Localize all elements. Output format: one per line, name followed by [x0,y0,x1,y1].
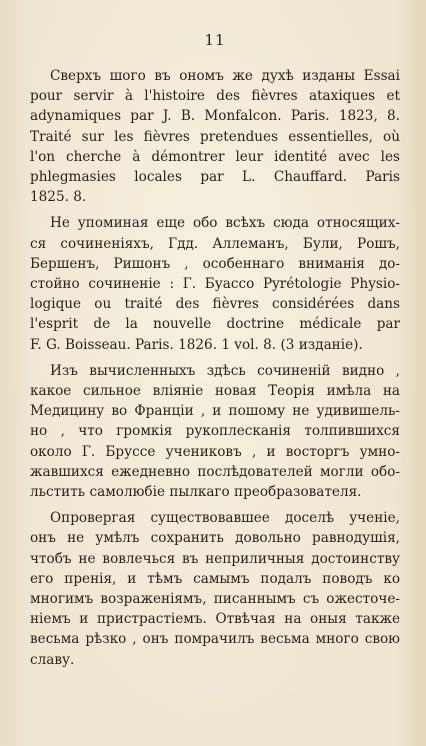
influence-paragraph [30,361,400,502]
text-line: Traité sur les fièvres pretendues essentielles, où [30,128,400,145]
text-line: F. G. Boisseau. Paris. 1826. 1 vol. 8. (3 изданіе). [30,336,363,353]
text-line: l'on cherche à démontrer leur identité avec les [30,148,400,165]
text-line: Изъ вычисленныхъ здѣсь сочиненій видно , [50,362,400,379]
text-line: Сверхъ шого въ ономъ же духѣ изданы Essai [50,68,400,84]
text-line: 1825. 8. [30,189,87,206]
text-line: его пренія, и тѣмъ самымъ подалъ поводъ ко [30,570,400,587]
page-body-text [30,66,400,670]
text-line: phlegmasies locales par L. Chauffard. Paris [30,169,400,186]
text-line: весьма рѣзко , онъ помрачилъ весьма много свою [30,631,400,648]
text-line: pour servir à l'histoire des fièvres ataxiques et [30,88,400,105]
text-line: славу. [30,651,75,668]
text-line: ніемъ и пристрастіемъ. Отвѣчая на оныя также [30,611,400,628]
refutation-paragraph [30,508,400,670]
text-line: стойно сочиненіе : Г. Буассо Pyrétologie Physio- [30,276,400,293]
text-line: какое сильное вліяніе новая Теорія имѣла на [30,383,400,400]
text-line: жавшихся ежедневно послѣдователей могли обо- [30,463,400,480]
essai-paragraph [30,66,400,207]
text-line: многимъ возраженіямъ, писаннымъ съ ожесточе- [30,591,400,608]
text-line: льстить самолюбіе пылкаго преобразователя. [30,484,362,501]
text-line: онъ не умѣлъ сохранить довольно равнодушія, [30,530,400,547]
text-line: Медицину во Франціи , и пошому не удивишель- [30,403,400,420]
page-number: 11 [204,31,226,49]
text-line: ся сочиненіяхъ, Гдд. Аллеманъ, Були, Рошъ, [30,235,400,252]
text-line: но , что громкія рукоплесканія толпившихся [30,423,400,440]
works-list-paragraph [30,213,400,354]
text-line: чтобъ не вовлечься въ неприличныя достоинству [30,550,400,567]
text-line: logique ou traité des fièvres considérées dans [30,296,400,313]
text-line: Опровергая существовавшее доселѣ ученіе, [50,510,400,527]
text-line: Бершенъ, Ришонъ , особеннаго вниманія до- [30,255,400,272]
text-line: около Г. Бруссе учениковъ , и восторгъ умно- [30,443,400,460]
text-line: l'esprit de la nouvelle doctrine médicale par [30,316,400,333]
text-line: Не упоминая еще обо всѣхъ сюда относящих- [50,215,400,232]
text-line: adynamiques par J. B. Monfalcon. Paris. 1823, 8. [30,108,400,125]
